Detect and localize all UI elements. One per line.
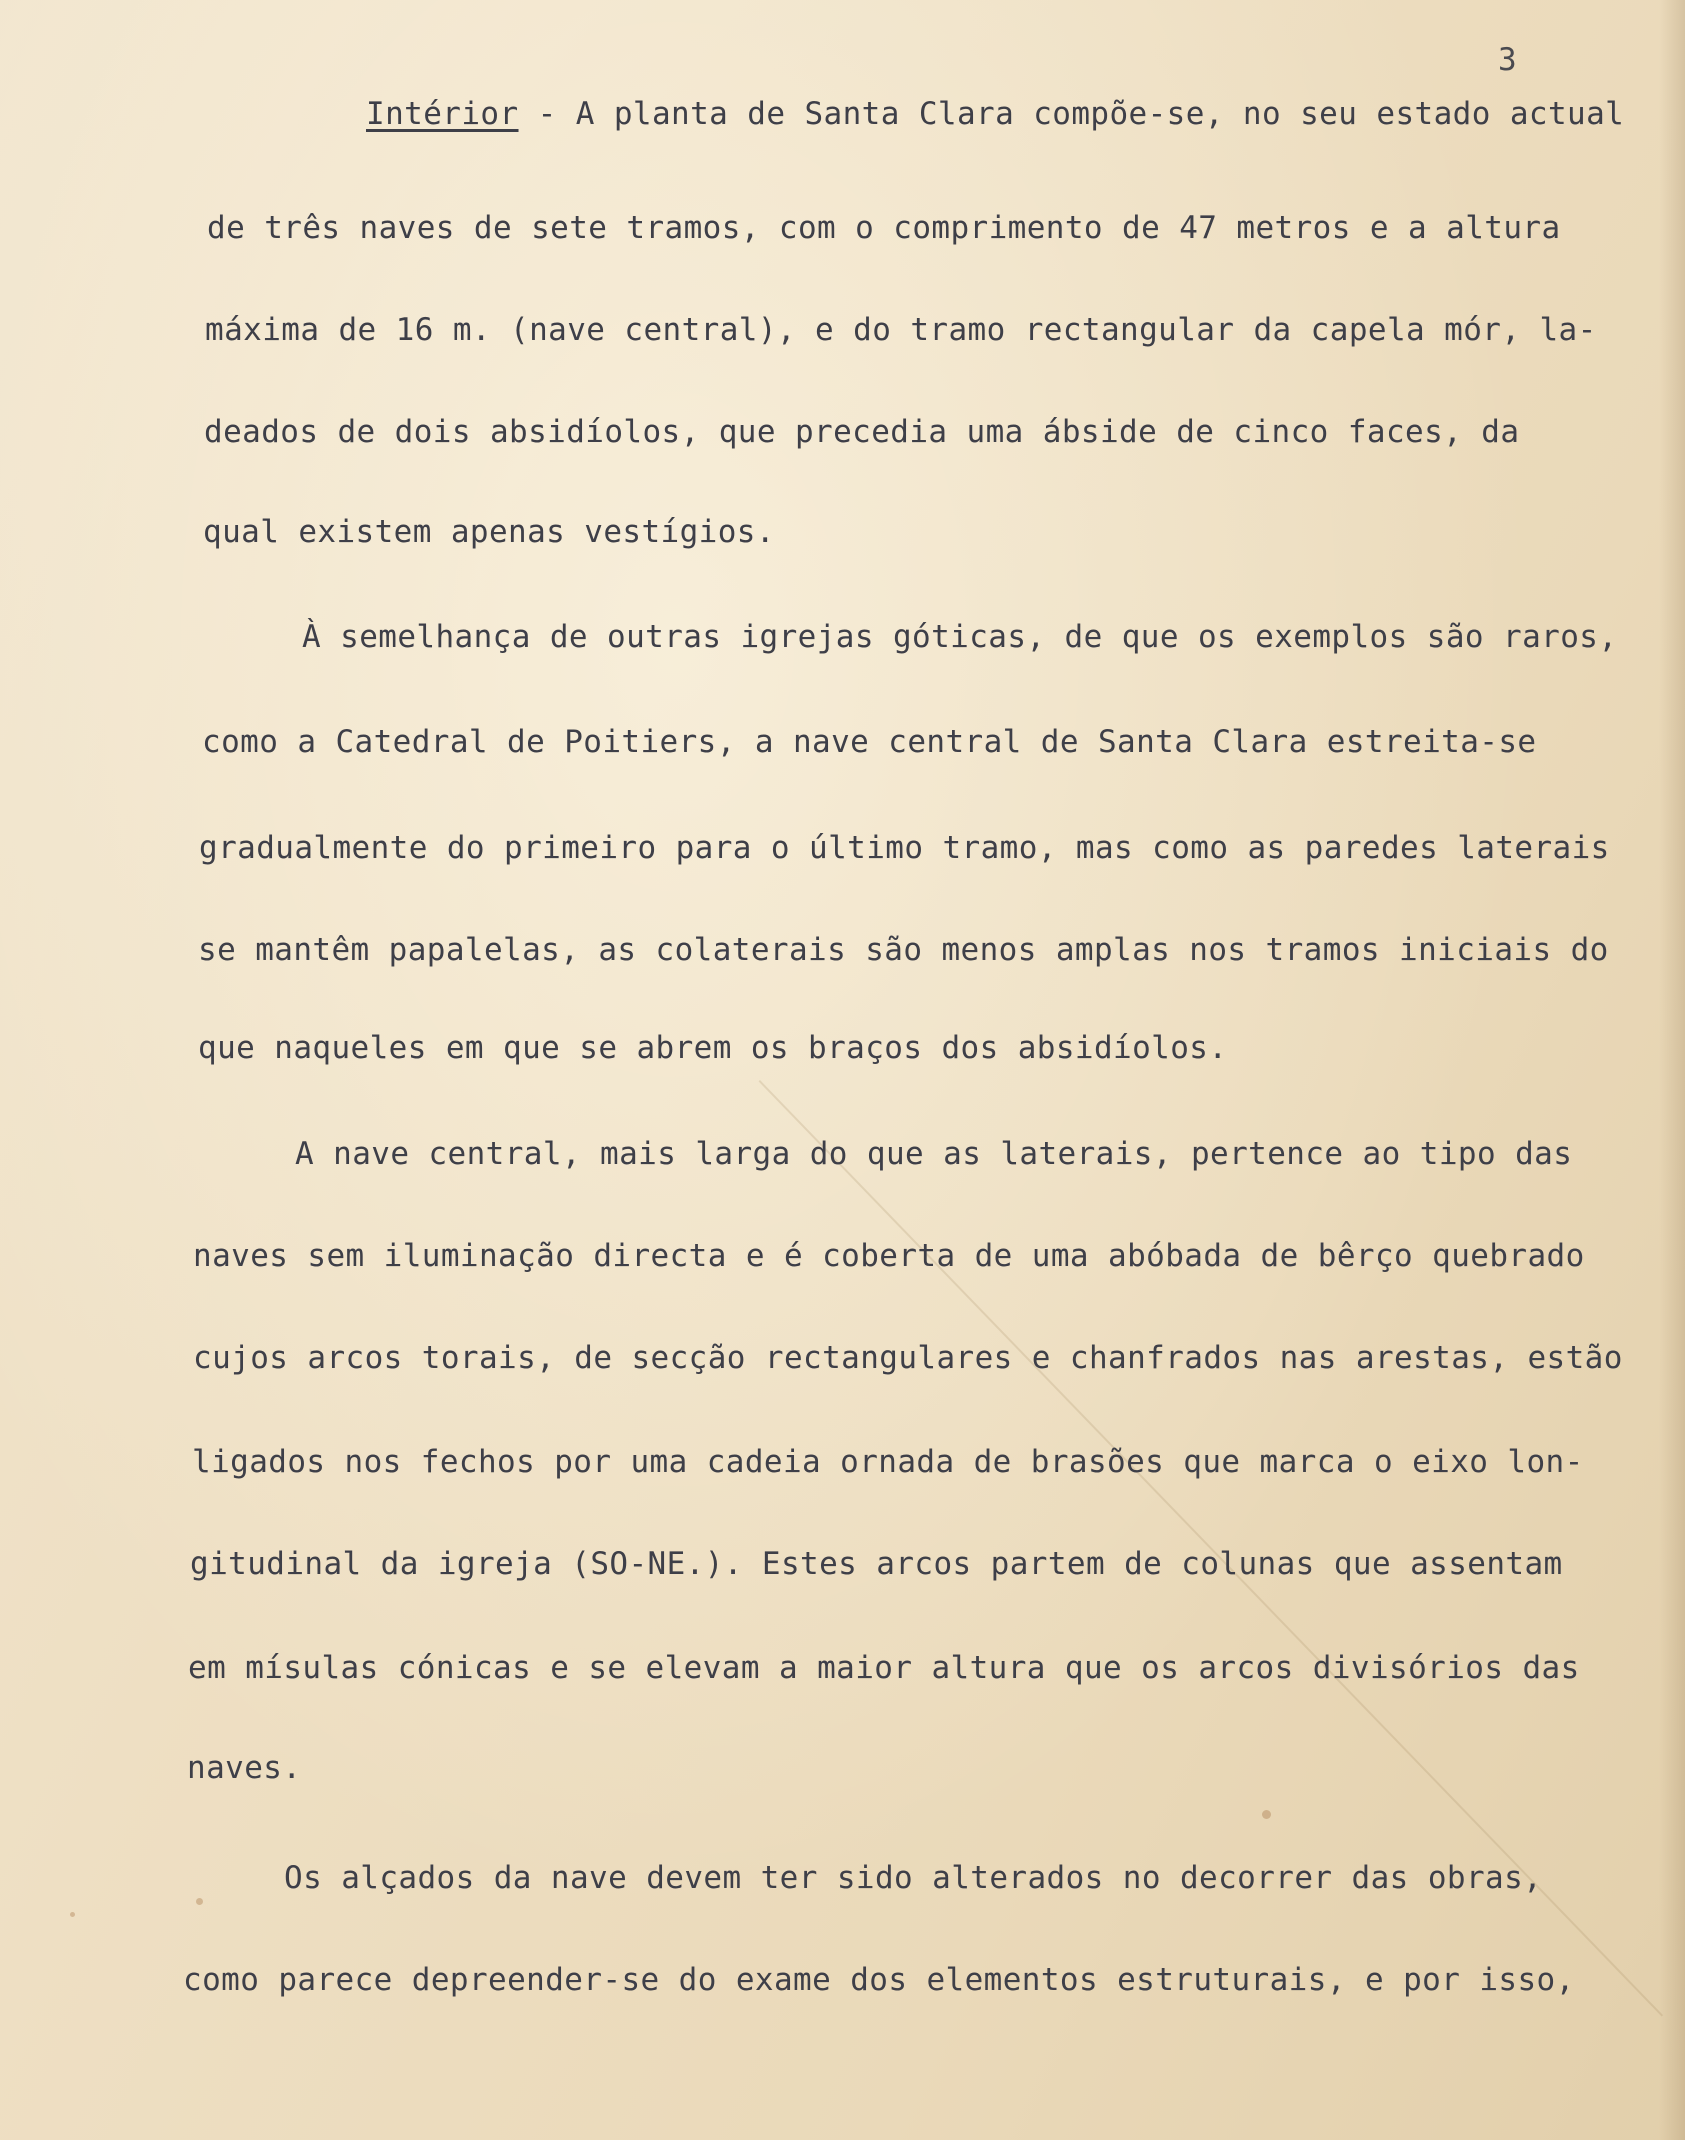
text-line: de três naves de sete tramos, com o comprimento de 47 metros e a altura [207, 210, 1561, 246]
text-line: qual existem apenas vestígios. [203, 514, 775, 550]
text-line: gitudinal da igreja (SO-NE.). Estes arcos partem de colunas que assentam [190, 1546, 1563, 1582]
text-line: Os alçados da nave devem ter sido alterados no decorrer das obras, [284, 1860, 1543, 1896]
section-heading: Intérior [366, 96, 519, 132]
text-line: cujos arcos torais, de secção rectangulares e chanfrados nas arestas, estão [193, 1340, 1623, 1376]
text-line: gradualmente do primeiro para o último tramo, mas como as paredes laterais [199, 830, 1610, 866]
text-line: naves sem iluminação directa e é coberta de uma abóbada de bêrço quebrado [193, 1238, 1585, 1274]
paper-stain [1262, 1810, 1271, 1819]
text-line [366, 96, 1624, 132]
text-line: que naqueles em que se abrem os braços dos absidíolos. [198, 1030, 1228, 1066]
text-line: deados de dois absidíolos, que precedia uma ábside de cinco faces, da [204, 414, 1520, 450]
text-line: À semelhança de outras igrejas góticas, de que os exemplos são raros, [302, 619, 1618, 655]
text-line: naves. [187, 1750, 302, 1786]
text-line: como a Catedral de Poitiers, a nave central de Santa Clara estreita-se [202, 724, 1537, 760]
text-line-content: - A planta de Santa Clara compõe-se, no seu estado actual [518, 96, 1625, 132]
page-number: 3 [1498, 42, 1517, 78]
text-line: ligados nos fechos por uma cadeia ornada de brasões que marca o eixo lon- [192, 1444, 1584, 1480]
paper-stain [70, 1912, 75, 1917]
text-line: máxima de 16 m. (nave central), e do tramo rectangular da capela mór, la- [205, 312, 1597, 348]
text-line: como parece depreender-se do exame dos elementos estruturais, e por isso, [183, 1962, 1575, 1998]
text-line: em mísulas cónicas e se elevam a maior altura que os arcos divisórios das [188, 1650, 1580, 1686]
text-line: se mantêm papalelas, as colaterais são menos amplas nos tramos iniciais do [198, 932, 1609, 968]
paper-stain [196, 1898, 203, 1905]
page-edge-shadow [1659, 0, 1685, 2140]
text-line: A nave central, mais larga do que as laterais, pertence ao tipo das [295, 1136, 1573, 1172]
